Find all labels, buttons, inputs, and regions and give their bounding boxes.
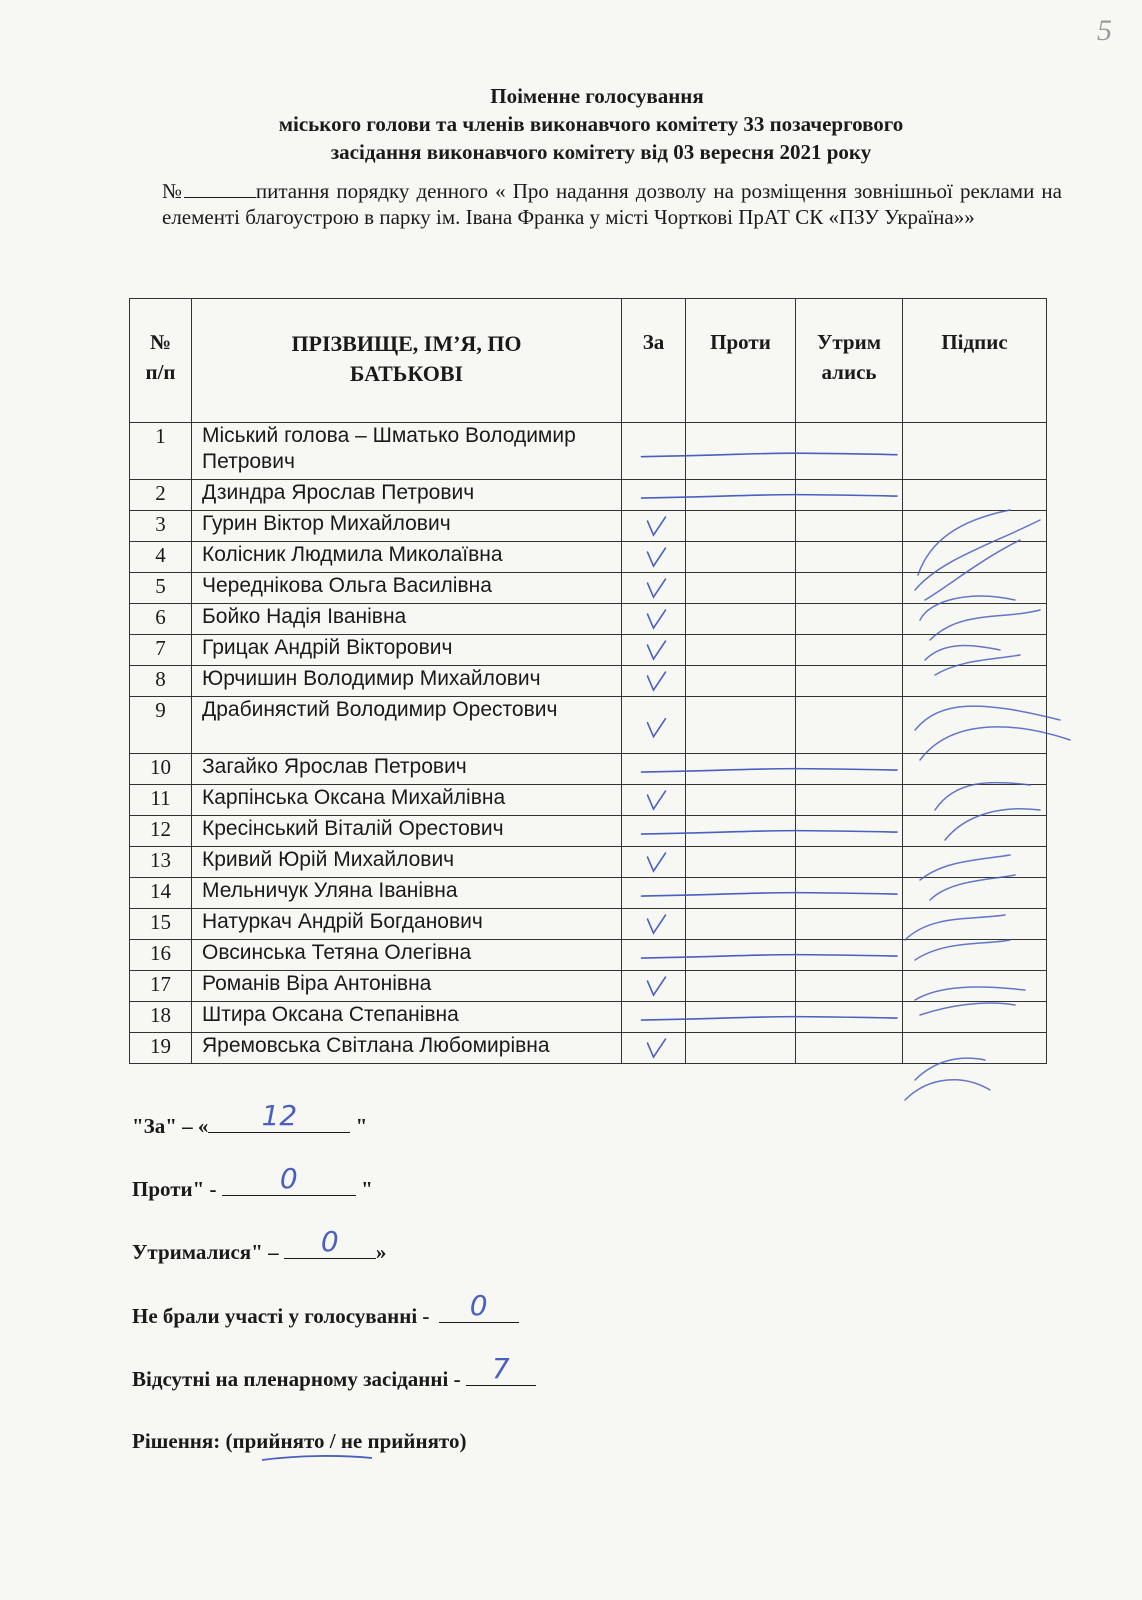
- cell-against: [686, 1002, 796, 1033]
- cell-name: Міський голова – Шматько Володимир Петрович: [192, 423, 622, 480]
- table-row: [130, 635, 1047, 666]
- cell-against: [686, 573, 796, 604]
- summary-abstain-end: »: [375, 1240, 387, 1264]
- cell-signature: [903, 573, 1047, 604]
- summary-against-blank: [222, 1162, 356, 1196]
- cell-num: 16: [130, 940, 192, 971]
- cell-abstain: [796, 878, 903, 909]
- cell-against: [686, 542, 796, 573]
- cell-num: 15: [130, 909, 192, 940]
- cell-abstain: [796, 909, 903, 940]
- table-header-row: [130, 299, 1047, 423]
- cell-for: [622, 423, 686, 480]
- cell-signature: [903, 878, 1047, 909]
- summary-abstain-value: 0: [320, 1225, 339, 1258]
- cell-for: [622, 573, 686, 604]
- cell-against: [686, 511, 796, 542]
- cell-num: 4: [130, 542, 192, 573]
- question-text: питання порядку денного « Про надання дозволу на розміщення зовнішньої реклами на елементі благоустрою в парку ім. Івана Франка у місті Чорткові ПрАТ СК «ПЗУ Україна»»: [162, 179, 1062, 229]
- cell-signature: [903, 1002, 1047, 1033]
- cell-signature: [903, 1033, 1047, 1064]
- cell-num: 19: [130, 1033, 192, 1064]
- header-title: Поіменне голосування: [490, 84, 704, 108]
- cell-abstain: [796, 423, 903, 480]
- cell-signature: [903, 816, 1047, 847]
- cell-abstain: [796, 604, 903, 635]
- cell-abstain: [796, 635, 903, 666]
- cell-against: [686, 423, 796, 480]
- header-subtitle: міського голови та членів виконавчого комітету 33 позачергового: [278, 112, 904, 136]
- cell-abstain: [796, 697, 903, 754]
- table-row: [130, 511, 1047, 542]
- cell-for: [622, 542, 686, 573]
- summary-for-label: "За" – «: [132, 1114, 209, 1138]
- cell-abstain: [796, 816, 903, 847]
- question-number-prefix: №: [162, 179, 184, 203]
- cell-against: [686, 847, 796, 878]
- decision-line: Рішення: (прийнято / не прийнято): [132, 1429, 467, 1453]
- table-row: [130, 666, 1047, 697]
- cell-for: [622, 480, 686, 511]
- cell-num: 2: [130, 480, 192, 511]
- summary-not-voted-value: 0: [469, 1289, 488, 1322]
- cell-against: [686, 940, 796, 971]
- table-row: [130, 754, 1047, 785]
- cell-abstain: [796, 940, 903, 971]
- cell-abstain: [796, 785, 903, 816]
- cell-name: Натуркач Андрій Богданович: [192, 909, 622, 940]
- cell-num: 7: [130, 635, 192, 666]
- cell-signature: [903, 697, 1047, 754]
- cell-for: [622, 940, 686, 971]
- header-num: № п/п: [130, 299, 192, 423]
- cell-num: 14: [130, 878, 192, 909]
- cell-for: [622, 697, 686, 754]
- cell-signature: [903, 666, 1047, 697]
- cell-for: [622, 511, 686, 542]
- cell-for: [622, 816, 686, 847]
- summary-abstain-blank: [284, 1225, 376, 1259]
- cell-abstain: [796, 542, 903, 573]
- table-row: [130, 940, 1047, 971]
- summary-against: [132, 1162, 373, 1203]
- cell-num: 5: [130, 573, 192, 604]
- cell-against: [686, 480, 796, 511]
- cell-signature: [903, 847, 1047, 878]
- cell-against: [686, 785, 796, 816]
- cell-num: 10: [130, 754, 192, 785]
- cell-name: Кривий Юрій Михайлович: [192, 847, 622, 878]
- cell-num: 3: [130, 511, 192, 542]
- cell-signature: [903, 511, 1047, 542]
- summary-for-value: 12: [261, 1099, 298, 1132]
- table-row: [130, 847, 1047, 878]
- summary-abstain-label: Утрималися" –: [132, 1240, 284, 1264]
- cell-for: [622, 754, 686, 785]
- cell-signature: [903, 971, 1047, 1002]
- summary-for-end: ": [350, 1114, 368, 1138]
- cell-against: [686, 604, 796, 635]
- cell-for: [622, 847, 686, 878]
- cell-for: [622, 666, 686, 697]
- summary-against-end: ": [355, 1177, 373, 1201]
- cell-name: Романів Віра Антонівна: [192, 971, 622, 1002]
- page-number: 5: [1097, 14, 1112, 47]
- table-row: [130, 971, 1047, 1002]
- summary-for-blank: [208, 1099, 350, 1133]
- header-for: За: [622, 299, 686, 423]
- cell-name: Гурин Віктор Михайлович: [192, 511, 622, 542]
- cell-against: [686, 1033, 796, 1064]
- table-row: [130, 909, 1047, 940]
- cell-against: [686, 971, 796, 1002]
- cell-for: [622, 604, 686, 635]
- question-number-blank: [184, 181, 256, 198]
- cell-for: [622, 1033, 686, 1064]
- cell-signature: [903, 909, 1047, 940]
- summary-absent-blank: [466, 1352, 536, 1386]
- cell-against: [686, 878, 796, 909]
- cell-name: Яремовська Світлана Любомирівна: [192, 1033, 622, 1064]
- cell-name: Штира Оксана Степанівна: [192, 1002, 622, 1033]
- cell-name: Бойко Надія Іванівна: [192, 604, 622, 635]
- table-row: [130, 1002, 1047, 1033]
- table-row: [130, 423, 1047, 480]
- cell-name: Драбинястий Володимир Орестович: [192, 697, 622, 754]
- cell-signature: [903, 785, 1047, 816]
- summary-against-label: Проти" -: [132, 1177, 222, 1201]
- cell-against: [686, 909, 796, 940]
- cell-against: [686, 754, 796, 785]
- cell-against: [686, 635, 796, 666]
- summary-absent: [132, 1352, 536, 1393]
- cell-signature: [903, 940, 1047, 971]
- cell-abstain: [796, 1002, 903, 1033]
- cell-signature: [903, 604, 1047, 635]
- cell-for: [622, 785, 686, 816]
- cell-abstain: [796, 971, 903, 1002]
- cell-for: [622, 971, 686, 1002]
- cell-signature: [903, 423, 1047, 480]
- cell-num: 11: [130, 785, 192, 816]
- table-row: [130, 542, 1047, 573]
- document-header: [0, 82, 1142, 166]
- cell-name: Овсинська Тетяна Олегівна: [192, 940, 622, 971]
- cell-against: [686, 666, 796, 697]
- header-name: ПРІЗВИЩЕ, ІМ’Я, ПО БАТЬКОВІ: [192, 299, 622, 423]
- summary-not-voted-blank: [439, 1289, 519, 1323]
- cell-num: 13: [130, 847, 192, 878]
- header-signature: Підпис: [903, 299, 1047, 423]
- roll-call-table: [129, 298, 1047, 1064]
- decision-underline: [262, 1456, 372, 1460]
- cell-signature: [903, 480, 1047, 511]
- table-row: [130, 785, 1047, 816]
- cell-num: 18: [130, 1002, 192, 1033]
- header-against: Проти: [686, 299, 796, 423]
- cell-name: Мельничук Уляна Іванівна: [192, 878, 622, 909]
- summary-absent-value: 7: [491, 1352, 510, 1385]
- cell-name: Колісник Людмила Миколаївна: [192, 542, 622, 573]
- signature-scribble: [905, 1058, 990, 1100]
- cell-num: 1: [130, 423, 192, 480]
- header-meeting-date: засідання виконавчого комітету від 03 вересня 2021 року: [330, 140, 872, 164]
- table-row: [130, 604, 1047, 635]
- cell-abstain: [796, 511, 903, 542]
- cell-name: Грицак Андрій Вікторович: [192, 635, 622, 666]
- cell-against: [686, 697, 796, 754]
- cell-for: [622, 1002, 686, 1033]
- table-row: [130, 878, 1047, 909]
- cell-num: 17: [130, 971, 192, 1002]
- cell-signature: [903, 754, 1047, 785]
- cell-name: Дзиндра Ярослав Петрович: [192, 480, 622, 511]
- cell-abstain: [796, 847, 903, 878]
- cell-abstain: [796, 1033, 903, 1064]
- cell-against: [686, 816, 796, 847]
- table-row: [130, 480, 1047, 511]
- cell-num: 6: [130, 604, 192, 635]
- summary-abstain: [132, 1225, 387, 1266]
- table-row: [130, 573, 1047, 604]
- summary-absent-label: Відсутні на пленарному засіданні -: [132, 1367, 466, 1391]
- cell-signature: [903, 635, 1047, 666]
- cell-name: Юрчишин Володимир Михайлович: [192, 666, 622, 697]
- cell-name: Карпінська Оксана Михайлівна: [192, 785, 622, 816]
- cell-num: 9: [130, 697, 192, 754]
- header-abstain: Утрим ались: [796, 299, 903, 423]
- table-row: [130, 697, 1047, 754]
- cell-name: Кресінський Віталій Орестович: [192, 816, 622, 847]
- agenda-question: [162, 178, 1062, 230]
- cell-abstain: [796, 754, 903, 785]
- summary-against-value: 0: [279, 1162, 298, 1195]
- cell-for: [622, 909, 686, 940]
- summary-not-voted-label: Не брали участі у голосуванні -: [132, 1304, 435, 1328]
- cell-abstain: [796, 573, 903, 604]
- cell-name: Череднікова Ольга Василівна: [192, 573, 622, 604]
- cell-num: 12: [130, 816, 192, 847]
- cell-abstain: [796, 480, 903, 511]
- cell-abstain: [796, 666, 903, 697]
- table-row: [130, 1033, 1047, 1064]
- cell-signature: [903, 542, 1047, 573]
- summary-not-voted: [132, 1289, 519, 1330]
- cell-for: [622, 635, 686, 666]
- summary-for: [132, 1099, 368, 1140]
- cell-name: Загайко Ярослав Петрович: [192, 754, 622, 785]
- cell-for: [622, 878, 686, 909]
- cell-num: 8: [130, 666, 192, 697]
- table-row: [130, 816, 1047, 847]
